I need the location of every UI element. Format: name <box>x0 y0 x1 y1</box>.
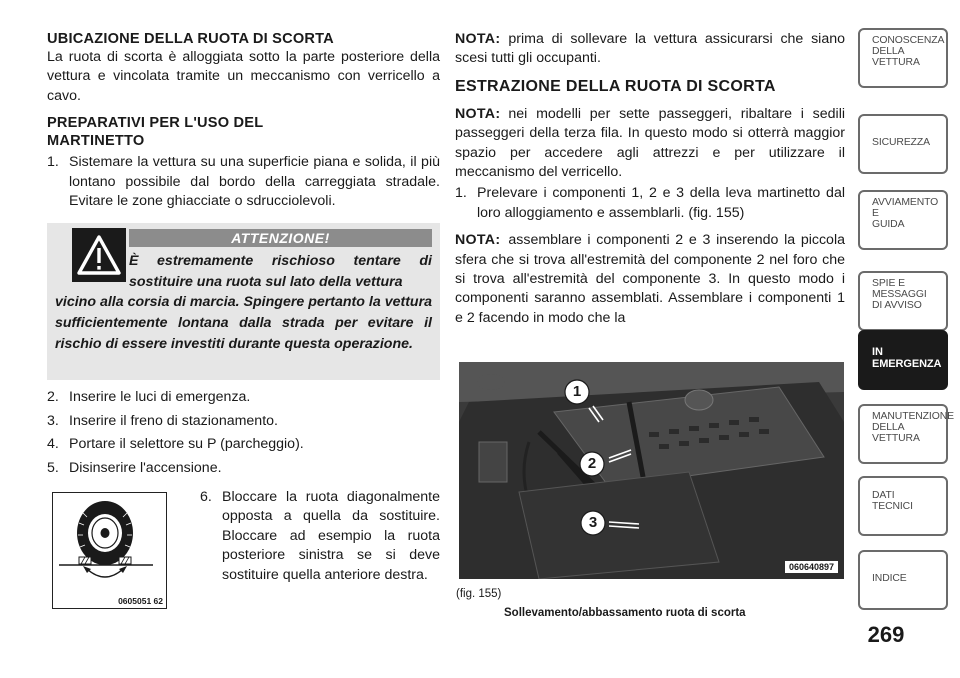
step-2: 2. Inserire le luci di emergenza. <box>47 389 251 406</box>
step-6: 6. Bloccare la ruota diagonalmente opposta a quella da sostituire. Bloccare ad esempio la ruota posteriore sinistra se si deve sostituire quella anteriore destra. <box>200 489 440 583</box>
tab-in-emergenza[interactable]: IN EMERGENZA <box>858 330 948 390</box>
note-seven-seats: NOTA: nei modelli per sette passeggeri, ribaltare i sedili passeggeri della terza fila. In questo modo si otterrà maggior spazio per accedere agli attrezzi e per utilizzare il meccanismo del verricello. <box>455 105 845 181</box>
tab-manutenzione-vettura[interactable]: MANUTENZIONE DELLA VETTURA <box>858 404 948 464</box>
figure-title: Sollevamento/abbassamento ruota di scorta <box>504 607 746 619</box>
step-5: 5. Disinserire l'accensione. <box>47 459 222 476</box>
page-number: 269 <box>867 622 905 647</box>
warning-box <box>47 223 440 380</box>
warning-text-rest: vicino alla corsia di marcia. Spingere pertanto la vettura sufficientemente lontana dalla strada per evitare il rischio di essere investiti durante questa operazione. <box>55 294 432 352</box>
right-step-1: 1. Prelevare i componenti 1, 2 e 3 della leva martinetto dal loro alloggiamento e assemblarli. (fig. 155) <box>455 185 845 221</box>
tab-conoscenza-vettura[interactable]: CONOSCENZA DELLA VETTURA <box>858 28 948 88</box>
warning-title: ATTENZIONE! <box>129 229 432 247</box>
step-4: 4. Portare il selettore su P (parcheggio). <box>47 436 304 453</box>
right-column <box>455 30 845 328</box>
callout-3: 3 <box>588 514 598 531</box>
wheel-icon <box>53 493 165 607</box>
step-1: 1. Sistemare la vettura su una superficie piana e solida, il più lontano possibile dal bordo della carreggiata stradale. Evitare le zone ghiacciate o sdrucciolevoli. <box>47 154 440 210</box>
note-assembly: NOTA: assemblare i componenti 2 e 3 inserendo la piccola sfera che si trova all'estremità del componente 2 nel foro che si trova all'estremità del componente 3. In questo modo i componenti saranno assemblati. Assemblare i componenti 1 e 2 facendo in modo che la <box>455 232 845 326</box>
figure-caption: (fig. 155) <box>456 588 502 600</box>
warning-text-first: È estremamente rischioso tentare di sostituire una ruota sul lato della vettura <box>129 253 432 291</box>
tab-indice[interactable]: INDICE <box>858 550 948 610</box>
heading-spare-location: UBICAZIONE DELLA RUOTA DI SCORTA <box>47 31 334 47</box>
paragraph-spare-location: La ruota di scorta è alloggiata sotto la parte posteriore della vettura e vincolata tramite un meccanismo con verricello a cavo. <box>47 49 440 104</box>
left-column <box>47 30 440 478</box>
tab-sicurezza[interactable]: SICUREZZA <box>858 114 948 174</box>
step-3: 3. Inserire il freno di stazionamento. <box>47 412 278 429</box>
note-occupants: NOTA: prima di sollevare la vettura assicurarsi che siano scesi tutti gli occupanti. <box>455 31 845 67</box>
tab-avviamento-guida[interactable]: AVVIAMENTO E GUIDA <box>858 190 948 250</box>
wheel-chock-illustration <box>52 492 167 609</box>
jack-components-photo <box>459 362 844 579</box>
heading-spare-extraction: ESTRAZIONE DELLA RUOTA DI SCORTA <box>455 77 776 95</box>
tab-dati-tecnici[interactable]: DATI TECNICI <box>858 476 948 536</box>
callout-1: 1 <box>572 383 582 400</box>
photo-code: 060640897 <box>785 561 838 573</box>
tab-spie-messaggi[interactable]: SPIE E MESSAGGI DI AVVISO <box>858 271 948 331</box>
warning-triangle-icon <box>72 228 126 282</box>
callout-2: 2 <box>587 455 597 472</box>
heading-jack-preparation: PREPARATIVI PER L'USO DEL MARTINETTO <box>47 115 264 150</box>
wheel-image-code: 0605051 62 <box>118 596 163 606</box>
trunk-photo-drawing <box>459 362 844 579</box>
